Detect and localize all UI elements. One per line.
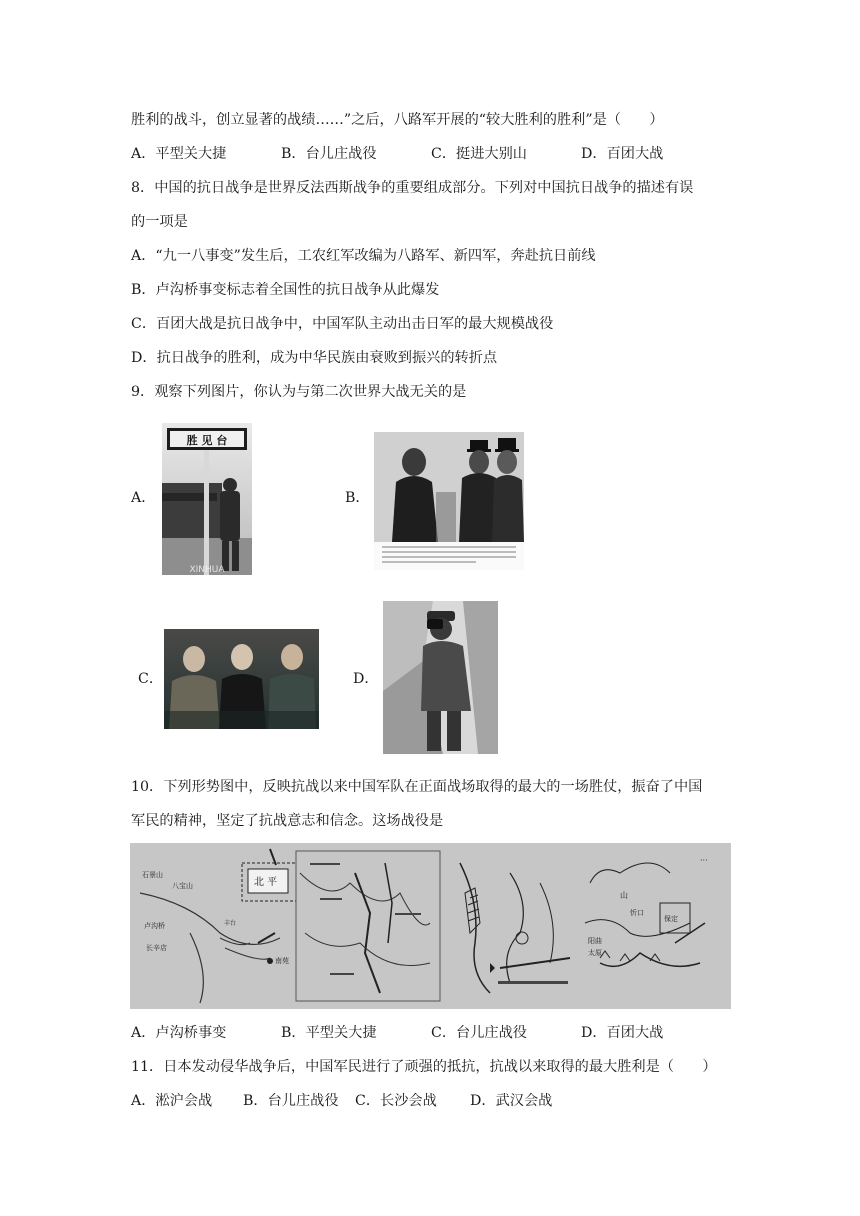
- q9-photo-d: [383, 601, 498, 754]
- q9-photo-b-caption: [382, 546, 516, 563]
- svg-text:···: ···: [700, 856, 708, 865]
- q10-option-b: B．平型关大捷: [281, 1025, 377, 1041]
- q9-label-c: C．: [138, 671, 164, 687]
- q7-options: [131, 144, 663, 164]
- q10-option-c: C．台儿庄战役: [431, 1025, 527, 1041]
- q7-option-a: A．平型关大捷: [131, 146, 227, 162]
- q9-photo-c: [164, 629, 319, 729]
- q10-stem-line1: 10．下列形势图中，反映抗战以来中国军队在正面战场取得的最大的一场胜仗，振奋了中国: [131, 779, 703, 795]
- q10-map1-label-1: 八宝山: [172, 882, 193, 890]
- q9-stem: 9．观察下列图片，你认为与第二次世界大战无关的是: [131, 384, 467, 400]
- q9-label-b: B．: [345, 490, 370, 506]
- q9-photo-a: [162, 423, 252, 575]
- q8-option-a: A．“九一八事变”发生后，工农红军改编为八路军、新四军，奔赴抗日前线: [131, 248, 596, 264]
- q7-option-d: D．百团大战: [581, 146, 664, 162]
- q8-stem-line2: 的一项是: [131, 214, 188, 230]
- q10-map1-label-6: 丰台: [224, 920, 237, 927]
- q9-photo-a-sign-text: 胜 见 台: [186, 434, 228, 447]
- q10-option-d: D．百团大战: [581, 1025, 664, 1041]
- q8-option-c: C．百团大战是抗日战争中，中国军队主动出击日军的最大规模战役: [131, 316, 554, 332]
- q10-option-a: A．卢沟桥事变: [131, 1025, 227, 1041]
- q10-options: [131, 1023, 663, 1043]
- q7-option-b: B．台儿庄战役: [281, 146, 377, 162]
- q7-stem-tail: 胜利的战斗，创立显著的战绩……”之后，八路军开展的“较大胜利的胜利”是（ ）: [131, 112, 664, 128]
- q7-option-c: C．挺进大别山: [431, 146, 527, 162]
- q10-stem-line2: 军民的精神，坚定了抗战意志和信念。这场战役是: [131, 813, 444, 829]
- q9-photo-b: [374, 432, 524, 570]
- q10-map4-label-1: 阳曲: [588, 937, 602, 945]
- q9-label-a: A．: [131, 490, 156, 506]
- q10-map4-label-2: 太原: [588, 949, 602, 957]
- q10-map4-label-4: 保定: [664, 915, 678, 923]
- q9-photo-a-watermark: XINHUA: [189, 565, 225, 575]
- q10-map1-label-2: 卢沟桥: [144, 922, 165, 930]
- q10-map1-label-0: 石景山: [142, 871, 163, 879]
- q11-option-d: D．武汉会战: [470, 1093, 553, 1109]
- q10-map4-label-3: 忻口: [630, 909, 644, 917]
- q11-option-b: B．台儿庄战役: [243, 1093, 339, 1109]
- q11-options: [131, 1091, 552, 1111]
- q11-stem: 11．日本发动侵华战争后，中国军民进行了顽强的抵抗，抗战以来取得的最大胜利是（ ）: [131, 1059, 717, 1075]
- q11-option-c: C．长沙会战: [355, 1093, 437, 1109]
- q10-map1-label-3: 长辛店: [146, 944, 167, 952]
- q10-map4-label-0: 山: [620, 891, 628, 900]
- q9-label-d: D．: [353, 671, 379, 687]
- q10-map1-label-5: 南苑: [275, 957, 289, 965]
- q11-option-a: A．淞沪会战: [131, 1093, 213, 1109]
- q8-option-d: D．抗日战争的胜利，成为中华民族由衰败到振兴的转折点: [131, 350, 498, 366]
- q10-map1-label-4: 北 平: [254, 877, 278, 888]
- q8-stem-line1: 8．中国的抗日战争是世界反法西斯战争的重要组成部分。下列对中国抗日战争的描述有误: [131, 180, 694, 196]
- q10-maps-panel: [130, 843, 731, 1009]
- q8-option-b: B．卢沟桥事变标志着全国性的抗日战争从此爆发: [131, 282, 440, 298]
